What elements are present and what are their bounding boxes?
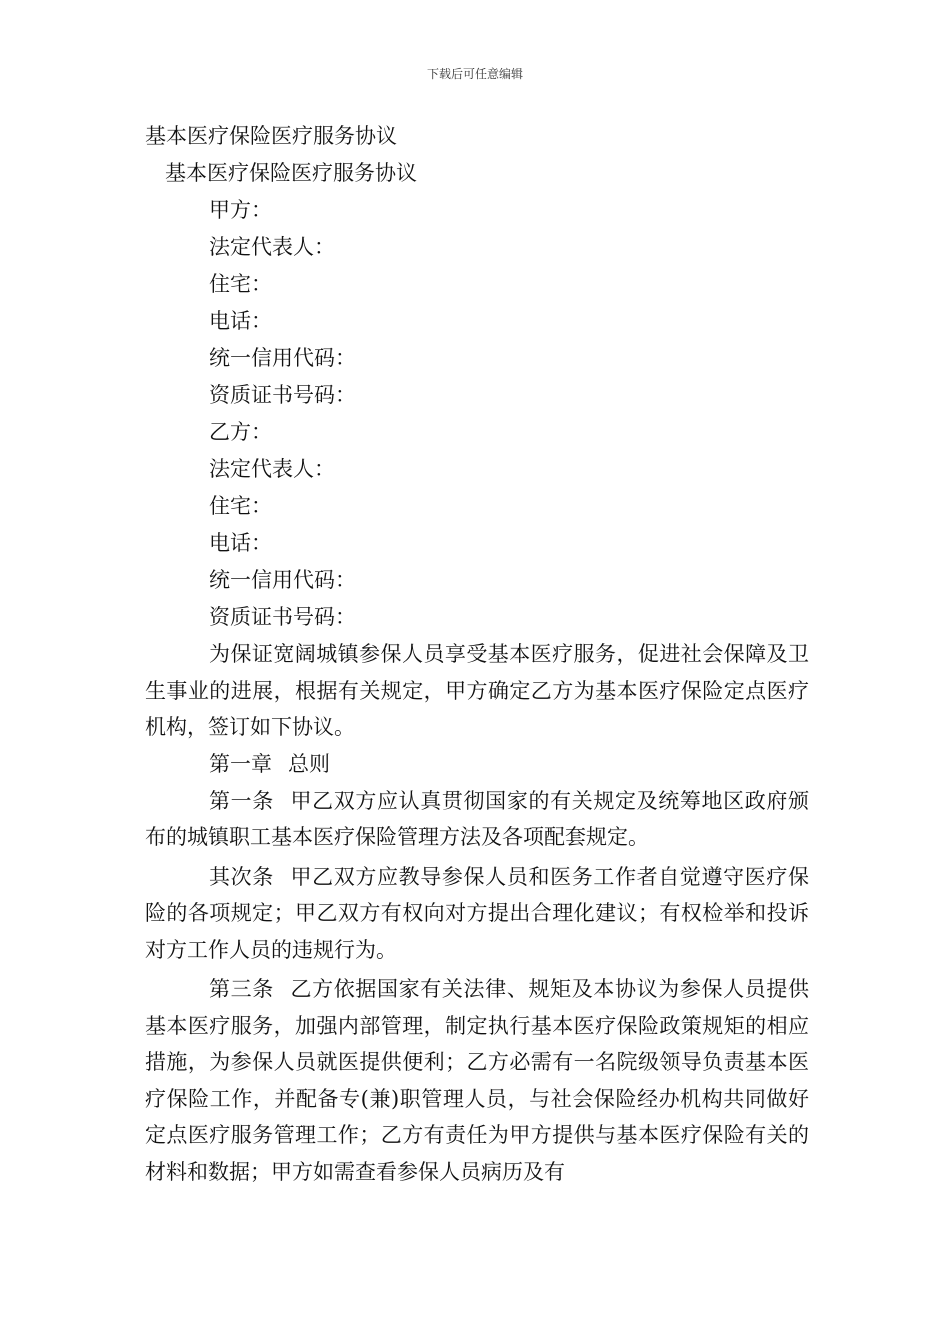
party-b-label: 乙方： [209,420,272,444]
party-b-phone: 电话： [209,531,272,555]
chapter-name: 总则 [288,751,330,776]
party-b-cert-no: 资质证书号码： [209,605,356,629]
page-header-note: 下载后可任意编辑 [426,67,523,81]
article-number: 其次条 [209,864,274,889]
party-b-credit-code: 统一信用代码： [209,568,356,592]
chapter-number: 第一章 [209,751,272,776]
party-a-phone: 电话： [209,309,272,333]
article-number: 第三条 [209,977,274,1001]
party-a-legal-rep: 法定代表人： [209,235,335,259]
chapter-heading [145,746,809,783]
party-b-legal-rep: 法定代表人： [209,457,335,481]
article-1 [145,783,809,856]
article-text: 乙方依据国家有关法律、规矩及本协议为参保人员提供基本医疗服务，加强内部管理，制定执行基本医疗保险政策规矩的相应措施，为参保人员就医提供便利；乙方必需有一名院级领导负责基本医疗保险工作，并配备专(兼)职管理人员，与社会保险经办机构共同做好定点医疗服务管理工作；乙方有责任为甲方提供与基本医疗保险有关的材料和数据；甲方如需查看参保人员病历及有 [145,977,809,1184]
article-3 [145,971,809,1190]
article-number: 第一条 [209,788,274,813]
preamble-paragraph: 为保证宽阔城镇参保人员享受基本医疗服务，促进社会保障及卫生事业的进展，根据有关规定，甲方确定乙方为基本医疗保险定点医疗机构，签订如下协议。 [145,642,809,739]
article-text: 甲乙双方应教导参保人员和医务工作者自觉遵守医疗保险的各项规定；甲乙双方有权向对方提出合理化建议；有权检举和投诉对方工作人员的违规行为。 [145,864,809,962]
party-a-residence: 住宅： [209,272,272,296]
document-body [145,118,809,1190]
document-subtitle: 基本医疗保险医疗服务协议 [165,161,417,185]
party-b-residence: 住宅： [209,494,272,518]
party-a-credit-code: 统一信用代码： [209,346,356,370]
party-a-label: 甲方： [209,198,272,222]
document-title: 基本医疗保险医疗服务协议 [145,124,397,148]
party-a-cert-no: 资质证书号码： [209,383,356,407]
article-2 [145,859,809,969]
article-text: 甲乙双方应认真贯彻国家的有关规定及统筹地区政府颁布的城镇职工基本医疗保险管理方法及各项配套规定。 [145,788,809,849]
